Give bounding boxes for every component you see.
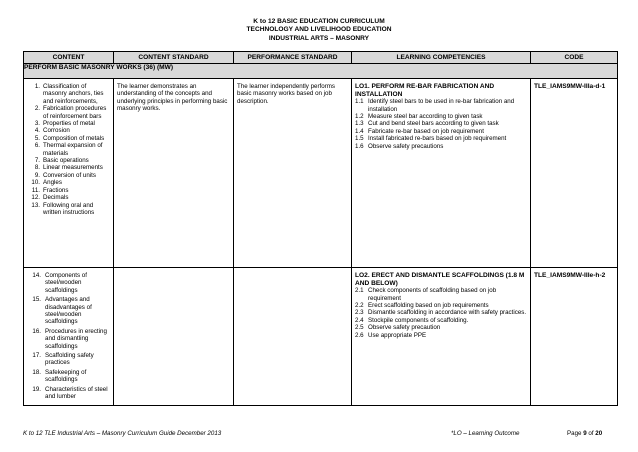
- competency-text: Check components of scaffolding based on job requirement: [368, 287, 497, 302]
- content-list: [27, 83, 110, 216]
- of-label: of: [588, 430, 594, 437]
- competency-number: 1.5: [355, 135, 364, 143]
- competency-number: 2.1: [355, 287, 364, 295]
- content-item: [27, 157, 110, 164]
- content-item: [27, 164, 110, 171]
- content-item: [27, 328, 110, 350]
- content-item: [27, 172, 110, 179]
- header-line-2: TECHNOLOGY AND LIVELIHOOD EDUCATION: [246, 26, 392, 34]
- content-item: [27, 272, 110, 294]
- col-header-content-standard: CONTENT STANDARD: [114, 52, 234, 64]
- competency-item: [355, 332, 527, 339]
- content-item-number: 11.: [31, 186, 40, 194]
- document-header: [0, 18, 638, 43]
- competency-text: Use appropriate PPE: [368, 331, 427, 339]
- content-item-text: Thermal expansion of materials: [43, 142, 103, 157]
- content-item-text: Scaffolding safety practices: [45, 352, 94, 367]
- content-item-number: 15.: [32, 296, 41, 304]
- competency-text: Install fabricated re-bars based on job requirement: [368, 135, 507, 143]
- content-item-text: Properties of metal: [43, 120, 95, 128]
- competency-text: Measure steel bar according to given task: [368, 113, 483, 120]
- competency-text: Cut and bend steel bars according to given task: [368, 120, 499, 128]
- content-standard-cell: [114, 268, 234, 406]
- competency-item: [355, 143, 527, 150]
- table-row: [24, 79, 618, 268]
- content-item-text: Following oral and written instructions: [43, 201, 95, 216]
- competency-text: Stockpile components of scaffolding.: [368, 316, 469, 324]
- content-item-number: 4.: [34, 127, 40, 135]
- competency-item: [355, 302, 527, 309]
- competency-item: [355, 324, 527, 331]
- curriculum-table: [23, 51, 618, 406]
- footer-page-number: [567, 430, 602, 437]
- competency-number: 2.3: [355, 309, 364, 317]
- content-item-number: 8.: [34, 164, 40, 172]
- content-item: [27, 105, 110, 120]
- content-item-text: Characteristics of steel and lumber: [45, 385, 108, 401]
- lo-title: LO1. PERFORM RE-BAR FABRICATION AND INSTALLATION: [355, 83, 495, 98]
- content-item-text: Safekeeping of scaffoldings: [45, 368, 87, 384]
- competency-text: Observe safety precaution: [368, 324, 441, 332]
- content-item: [27, 296, 110, 326]
- content-item-number: 13.: [31, 201, 40, 209]
- content-item: [27, 369, 110, 384]
- performance-standard-cell: [234, 268, 352, 406]
- content-item-text: Basic operations: [43, 157, 89, 165]
- competency-text: Fabricate re-bar based on job requirement: [368, 127, 484, 135]
- content-item-number: 9.: [34, 171, 40, 179]
- content-item-text: Composition of metals: [43, 134, 105, 142]
- competency-item: [355, 120, 527, 127]
- competencies-cell: [352, 268, 531, 406]
- page-num: 9: [583, 430, 587, 437]
- page-label: Page: [567, 430, 582, 437]
- content-standard-cell: [114, 79, 234, 268]
- content-item-number: 18.: [32, 368, 41, 376]
- competency-number: 1.3: [355, 120, 364, 128]
- content-item: [27, 179, 110, 186]
- header-line-1: K to 12 BASIC EDUCATION CURRICULUM: [253, 18, 385, 25]
- code-text: TLE_IAMS9MW-IIIe-h-2: [534, 272, 606, 279]
- col-header-code: CODE: [531, 52, 618, 64]
- content-item-text: Advantages and disadvantages of steel/wooden scaffoldings: [45, 296, 92, 326]
- content-item-number: 16.: [32, 327, 41, 335]
- table-row: [24, 268, 618, 406]
- content-item-text: Angles: [43, 179, 62, 187]
- content-item-number: 19.: [32, 385, 41, 393]
- competency-item: [355, 113, 527, 120]
- competency-number: 2.6: [355, 331, 364, 339]
- competency-item: [355, 309, 527, 316]
- competency-number: 1.1: [355, 98, 364, 106]
- content-item-number: 14.: [32, 272, 41, 279]
- code-text: TLE_IAMS9MW-IIIa-d-1: [534, 83, 606, 90]
- lo-title: LO2. ERECT AND DISMANTLE SCAFFOLDINGS (1.8 M AND BELOW): [355, 272, 525, 287]
- section-title: PERFORM BASIC MASONRY WORKS (36) (MW): [24, 64, 618, 79]
- performance-standard-cell: [234, 79, 352, 268]
- content-item: [27, 135, 110, 142]
- content-item-text: Classification of masonry anchors, ties and reinforcements,: [43, 83, 104, 105]
- code-cell: [531, 268, 618, 406]
- footer-title: K to 12 TLE Industrial Arts – Masonry Curriculum Guide December 2013: [23, 430, 222, 437]
- content-item-text: Fractions: [43, 186, 69, 194]
- performance-standard-text: The learner independently performs basic masonry works based on job description.: [237, 83, 336, 105]
- col-header-performance-standard: PERFORMANCE STANDARD: [234, 52, 352, 64]
- content-item: [27, 187, 110, 194]
- competency-item: [355, 317, 527, 324]
- content-standard-text: [114, 268, 233, 272]
- content-item: [27, 142, 110, 157]
- content-cell: [24, 79, 114, 268]
- content-standard-text: The learner demonstrates an understanding of the concepts and underlying principles in performing basic masonry works.: [117, 83, 228, 113]
- content-item-number: 5.: [34, 134, 40, 142]
- content-item-number: 2.: [34, 105, 40, 113]
- competency-list: [355, 98, 527, 150]
- content-item-text: Conversion of units: [43, 171, 96, 179]
- competency-item: [355, 98, 527, 113]
- content-item-number: 1.: [34, 83, 40, 90]
- competency-item: [355, 287, 527, 302]
- competency-number: 2.4: [355, 316, 364, 324]
- competency-text: Observe safety precautions: [368, 142, 444, 150]
- page-total: 20: [595, 430, 603, 437]
- content-item-number: 10.: [31, 179, 40, 187]
- content-item-number: 12.: [31, 194, 40, 202]
- content-item: [27, 202, 110, 217]
- competency-list: [355, 287, 527, 339]
- table-header-row: [24, 52, 618, 64]
- content-item-text: Linear measurements: [43, 164, 103, 172]
- header-line-3: INDUSTRIAL ARTS – MASONRY: [268, 34, 370, 42]
- competency-text: Dismantle scaffolding in accordance with safety practices.: [368, 309, 527, 317]
- competency-item: [355, 128, 527, 135]
- competency-text: Identify steel bars to be used in re-bar fabrication and installation: [368, 98, 515, 113]
- content-item: [27, 386, 110, 401]
- competency-number: 1.2: [355, 113, 364, 120]
- content-item: [27, 194, 110, 201]
- content-item: [27, 127, 110, 134]
- content-item-text: Corrosion: [43, 127, 70, 135]
- competency-number: 1.6: [355, 142, 364, 150]
- content-item-number: 6.: [34, 142, 40, 150]
- competency-number: 2.2: [355, 302, 364, 309]
- content-item: [27, 352, 110, 367]
- content-item: [27, 120, 110, 127]
- content-item: [27, 83, 110, 105]
- competencies-cell: [352, 79, 531, 268]
- competency-number: 2.5: [355, 324, 364, 332]
- competency-text: Erect scaffolding based on job requirements: [368, 302, 489, 309]
- content-item-text: Procedures in erecting and dismantling scaffoldings: [45, 327, 107, 350]
- competency-item: [355, 135, 527, 142]
- section-row: [24, 64, 618, 79]
- col-header-learning-competencies: LEARNING COMPETENCIES: [352, 52, 531, 64]
- performance-standard-text: [234, 268, 351, 272]
- content-item-text: Components of steel/wooden scaffoldings: [45, 272, 87, 294]
- content-item-text: Fabrication procedures of reinforcement bars: [43, 105, 107, 120]
- content-cell: [24, 268, 114, 406]
- content-item-number: 3.: [34, 120, 40, 128]
- footer-lo-note: *LO – Learning Outcome: [451, 430, 520, 437]
- content-item-number: 7.: [34, 157, 40, 165]
- code-cell: [531, 79, 618, 268]
- col-header-content: CONTENT: [24, 52, 114, 64]
- content-list: [27, 272, 110, 401]
- competency-number: 1.4: [355, 127, 364, 135]
- content-item-number: 17.: [32, 352, 41, 360]
- content-item-text: Decimals: [43, 194, 69, 202]
